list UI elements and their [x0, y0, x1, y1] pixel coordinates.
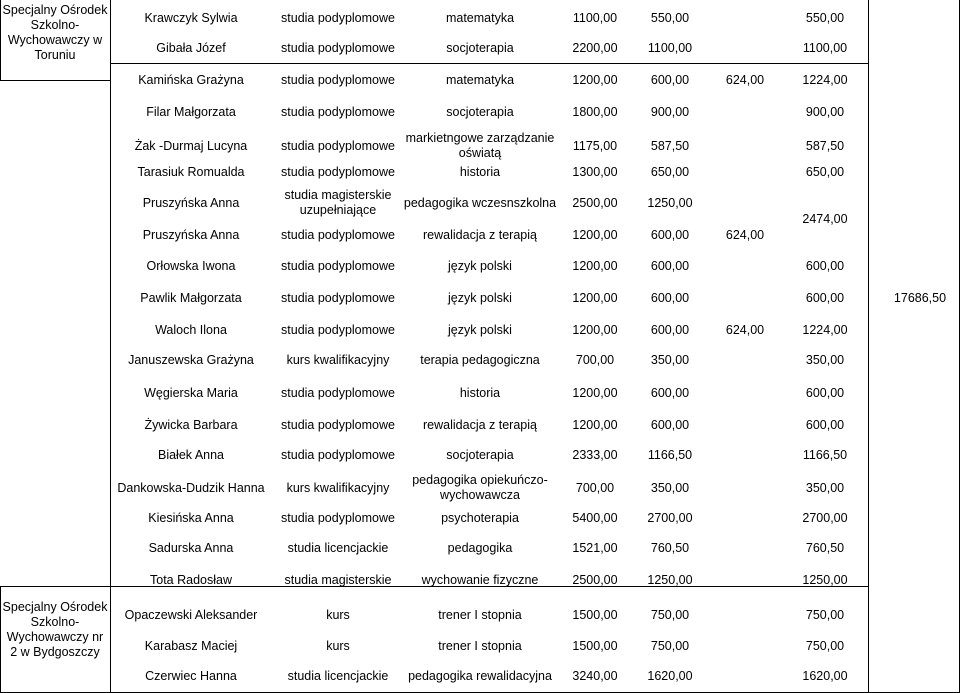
table-cell-half: 750,00	[650, 638, 690, 653]
table-cell-sum: 1166,50	[802, 447, 848, 462]
table-cell-total: 1200,00	[572, 258, 618, 273]
table-cell-half: 600,00	[650, 290, 690, 305]
table-cell-name: Żywicka Barbara	[144, 417, 238, 432]
table-cell-subject: pedagogika rewalidacyjna	[408, 668, 552, 683]
table-cell-subject: historia	[459, 385, 501, 400]
table-cell-subject: historia	[459, 164, 501, 179]
table-cell-subject: język polski	[448, 322, 512, 337]
table-cell-name: Żak -Durmaj Lucyna	[134, 138, 248, 153]
table-cell-name: Krawczyk Sylwia	[144, 10, 238, 25]
table-cell-half: 1250,00	[647, 195, 693, 210]
table-cell-total: 1500,00	[572, 638, 618, 653]
table-cell-name: Kamińska Grażyna	[138, 72, 244, 87]
table-cell-sum: 600,00	[805, 258, 845, 273]
grid-line	[0, 0, 1, 80]
table-cell-extra: 624,00	[725, 72, 765, 87]
institution-name: Specjalny Ośrodek Szkolno-Wychowawczy nr 2 w Bydgoszczy	[2, 600, 108, 659]
table-cell-type: studia podyplomowe	[281, 164, 395, 179]
table-cell-type: studia magisterskie	[284, 572, 392, 587]
table-cell-name: Węgierska Maria	[144, 385, 238, 400]
table-cell-name: Dankowska-Dudzik Hanna	[117, 480, 265, 495]
grid-line	[110, 0, 111, 693]
table-cell-subject: matematyka	[445, 10, 515, 25]
table-cell-half: 650,00	[650, 164, 690, 179]
table-cell-total: 2200,00	[572, 40, 618, 55]
table-cell-sum: 650,00	[805, 164, 845, 179]
table-cell-sum: 600,00	[805, 385, 845, 400]
table-cell-sum: 350,00	[805, 352, 845, 367]
grid-line	[0, 586, 1, 693]
table-cell-sum: 750,00	[805, 607, 845, 622]
table-cell-type: studia podyplomowe	[281, 227, 395, 242]
table-cell-half: 1620,00	[647, 668, 693, 683]
table-cell-half: 600,00	[650, 258, 690, 273]
table-cell-total: 1200,00	[572, 385, 618, 400]
table-cell-name: Kiesińska Anna	[148, 510, 234, 525]
institution-name: Specjalny Ośrodek Szkolno-Wychowawczy w Toruniu	[2, 3, 108, 62]
table-cell-sum: 1224,00	[802, 322, 848, 337]
table-cell-sum: 350,00	[805, 480, 845, 495]
table-cell-sum: 600,00	[805, 417, 845, 432]
table-cell-type: kurs	[326, 638, 350, 653]
table-cell-type: studia podyplomowe	[281, 385, 395, 400]
table-cell-type: studia podyplomowe	[281, 40, 395, 55]
table-cell-subject: matematyka	[445, 72, 515, 87]
table-cell-subject: socjoterapia	[446, 104, 514, 119]
table-cell-sum: 1250,00	[802, 572, 848, 587]
table-cell-name: Tarasiuk Romualda	[137, 164, 245, 179]
table-cell-total: 2500,00	[572, 572, 618, 587]
table-cell-subject: język polski	[448, 290, 512, 305]
table-cell-total: 1300,00	[572, 164, 618, 179]
grid-line	[110, 63, 869, 64]
table-cell-subject: psychoterapia	[441, 510, 519, 525]
table-cell-total: 2500,00	[572, 195, 618, 210]
table-cell-half: 600,00	[650, 322, 690, 337]
table-cell-type: studia podyplomowe	[281, 10, 395, 25]
table-cell-subject: pedagogika opiekuńczo-wychowawcza	[412, 473, 548, 502]
table-cell-total: 5400,00	[572, 510, 618, 525]
table-cell-type: kurs	[326, 607, 350, 622]
table-cell-half: 600,00	[650, 417, 690, 432]
table-cell-type: studia podyplomowe	[281, 290, 395, 305]
table-cell-half: 550,00	[650, 10, 690, 25]
table-cell-subject: socjoterapia	[446, 447, 514, 462]
table-cell-type: studia licencjackie	[287, 668, 389, 683]
table-cell-total: 3240,00	[572, 668, 618, 683]
table-cell-half: 750,00	[650, 607, 690, 622]
table-cell-subject: język polski	[448, 258, 512, 273]
table-cell-name: Tota Radosław	[150, 572, 232, 587]
table-cell-half: 1100,00	[647, 40, 693, 55]
table-cell-total: 1200,00	[572, 72, 618, 87]
table-cell-name: Sadurska Anna	[148, 540, 234, 555]
table-cell-half: 900,00	[650, 104, 690, 119]
table-cell-type: kurs kwalifikacyjny	[286, 352, 390, 367]
table-cell-total: 1175,00	[572, 138, 618, 153]
table-cell-sum: 1224,00	[802, 72, 848, 87]
table-cell-half: 600,00	[650, 385, 690, 400]
table-cell-half: 600,00	[650, 227, 690, 242]
table-cell-total: 1500,00	[572, 607, 618, 622]
table-cell-subject: terapia pedagogiczna	[420, 352, 540, 367]
table-cell-subject: wychowanie fizyczne	[421, 572, 539, 587]
table-cell-type: studia podyplomowe	[281, 417, 395, 432]
grid-line	[0, 80, 111, 81]
table-cell-half: 1250,00	[647, 572, 693, 587]
table-cell-subject: trener I stopnia	[438, 607, 522, 622]
table-cell-type: studia licencjackie	[287, 540, 389, 555]
table-cell-sum: 600,00	[805, 290, 845, 305]
table-cell-subject: markietngowe zarządzanie oświatą	[405, 131, 555, 160]
table-cell-name: Białek Anna	[157, 447, 225, 462]
table-cell-name: Pruszyńska Anna	[142, 227, 240, 242]
table-cell-subject: trener I stopnia	[438, 638, 522, 653]
table-cell-sum: 550,00	[805, 10, 845, 25]
table-cell-name: Karabasz Maciej	[144, 638, 238, 653]
merged-sum-cell: 2474,00	[802, 211, 848, 226]
table-cell-total: 1200,00	[572, 417, 618, 432]
table-cell-type: studia podyplomowe	[281, 322, 395, 337]
table-cell-extra: 624,00	[725, 227, 765, 242]
table-cell-half: 760,50	[650, 540, 690, 555]
table-cell-type: studia podyplomowe	[281, 138, 395, 153]
table-cell-sum: 1100,00	[802, 40, 848, 55]
table-cell-total: 1521,00	[572, 540, 618, 555]
table-cell-name: Pawlik Małgorzata	[140, 290, 242, 305]
table-cell-total: 1800,00	[572, 104, 618, 119]
table-cell-name: Waloch Ilona	[155, 322, 227, 337]
table-cell-half: 587,50	[650, 138, 690, 153]
table-cell-name: Filar Małgorzata	[146, 104, 236, 119]
table-cell-type: studia podyplomowe	[281, 104, 395, 119]
table-cell-type: studia podyplomowe	[281, 72, 395, 87]
table-cell-type: studia magisterskie uzupełniające	[284, 188, 392, 217]
table-cell-subject: socjoterapia	[446, 40, 514, 55]
table-cell-extra: 624,00	[725, 322, 765, 337]
grid-line	[868, 0, 869, 693]
table-cell-sum: 900,00	[805, 104, 845, 119]
table-cell-total: 2333,00	[572, 447, 618, 462]
table-cell-name: Opaczewski Aleksander	[124, 607, 258, 622]
table-cell-name: Czerwiec Hanna	[145, 668, 237, 683]
table-cell-subject: pedagogika	[447, 540, 513, 555]
table-cell-sum: 2700,00	[802, 510, 848, 525]
table-cell-type: studia podyplomowe	[281, 258, 395, 273]
table-cell-total: 1100,00	[572, 10, 618, 25]
table-cell-subject: pedagogika wczesnszkolna	[403, 195, 557, 210]
table-cell-subject: rewalidacja z terapią	[423, 227, 537, 242]
table-cell-type: studia podyplomowe	[281, 447, 395, 462]
table-cell-sum: 760,50	[805, 540, 845, 555]
table-cell-type: kurs kwalifikacyjny	[286, 480, 390, 495]
table-cell-name: Orłowska Iwona	[146, 258, 236, 273]
table-cell-half: 1166,50	[647, 447, 693, 462]
table-cell-total: 700,00	[575, 352, 615, 367]
table-cell-total: 1200,00	[572, 322, 618, 337]
table-cell-name: Januszewska Grażyna	[128, 352, 254, 367]
institution-total-cell: 17686,50	[893, 290, 947, 305]
table-cell-name: Pruszyńska Anna	[142, 195, 240, 210]
grid-line	[0, 586, 111, 587]
table-cell-half: 350,00	[650, 352, 690, 367]
table-cell-name: Gibała Józef	[156, 40, 226, 55]
table-cell-type: studia podyplomowe	[281, 510, 395, 525]
table-cell-half: 2700,00	[647, 510, 693, 525]
table-cell-sum: 1620,00	[802, 668, 848, 683]
table-cell-sum: 750,00	[805, 638, 845, 653]
table-cell-half: 600,00	[650, 72, 690, 87]
table-cell-total: 700,00	[575, 480, 615, 495]
table-cell-total: 1200,00	[572, 227, 618, 242]
table-cell-subject: rewalidacja z terapią	[423, 417, 537, 432]
table-cell-half: 350,00	[650, 480, 690, 495]
table-cell-sum: 587,50	[805, 138, 845, 153]
table-cell-total: 1200,00	[572, 290, 618, 305]
